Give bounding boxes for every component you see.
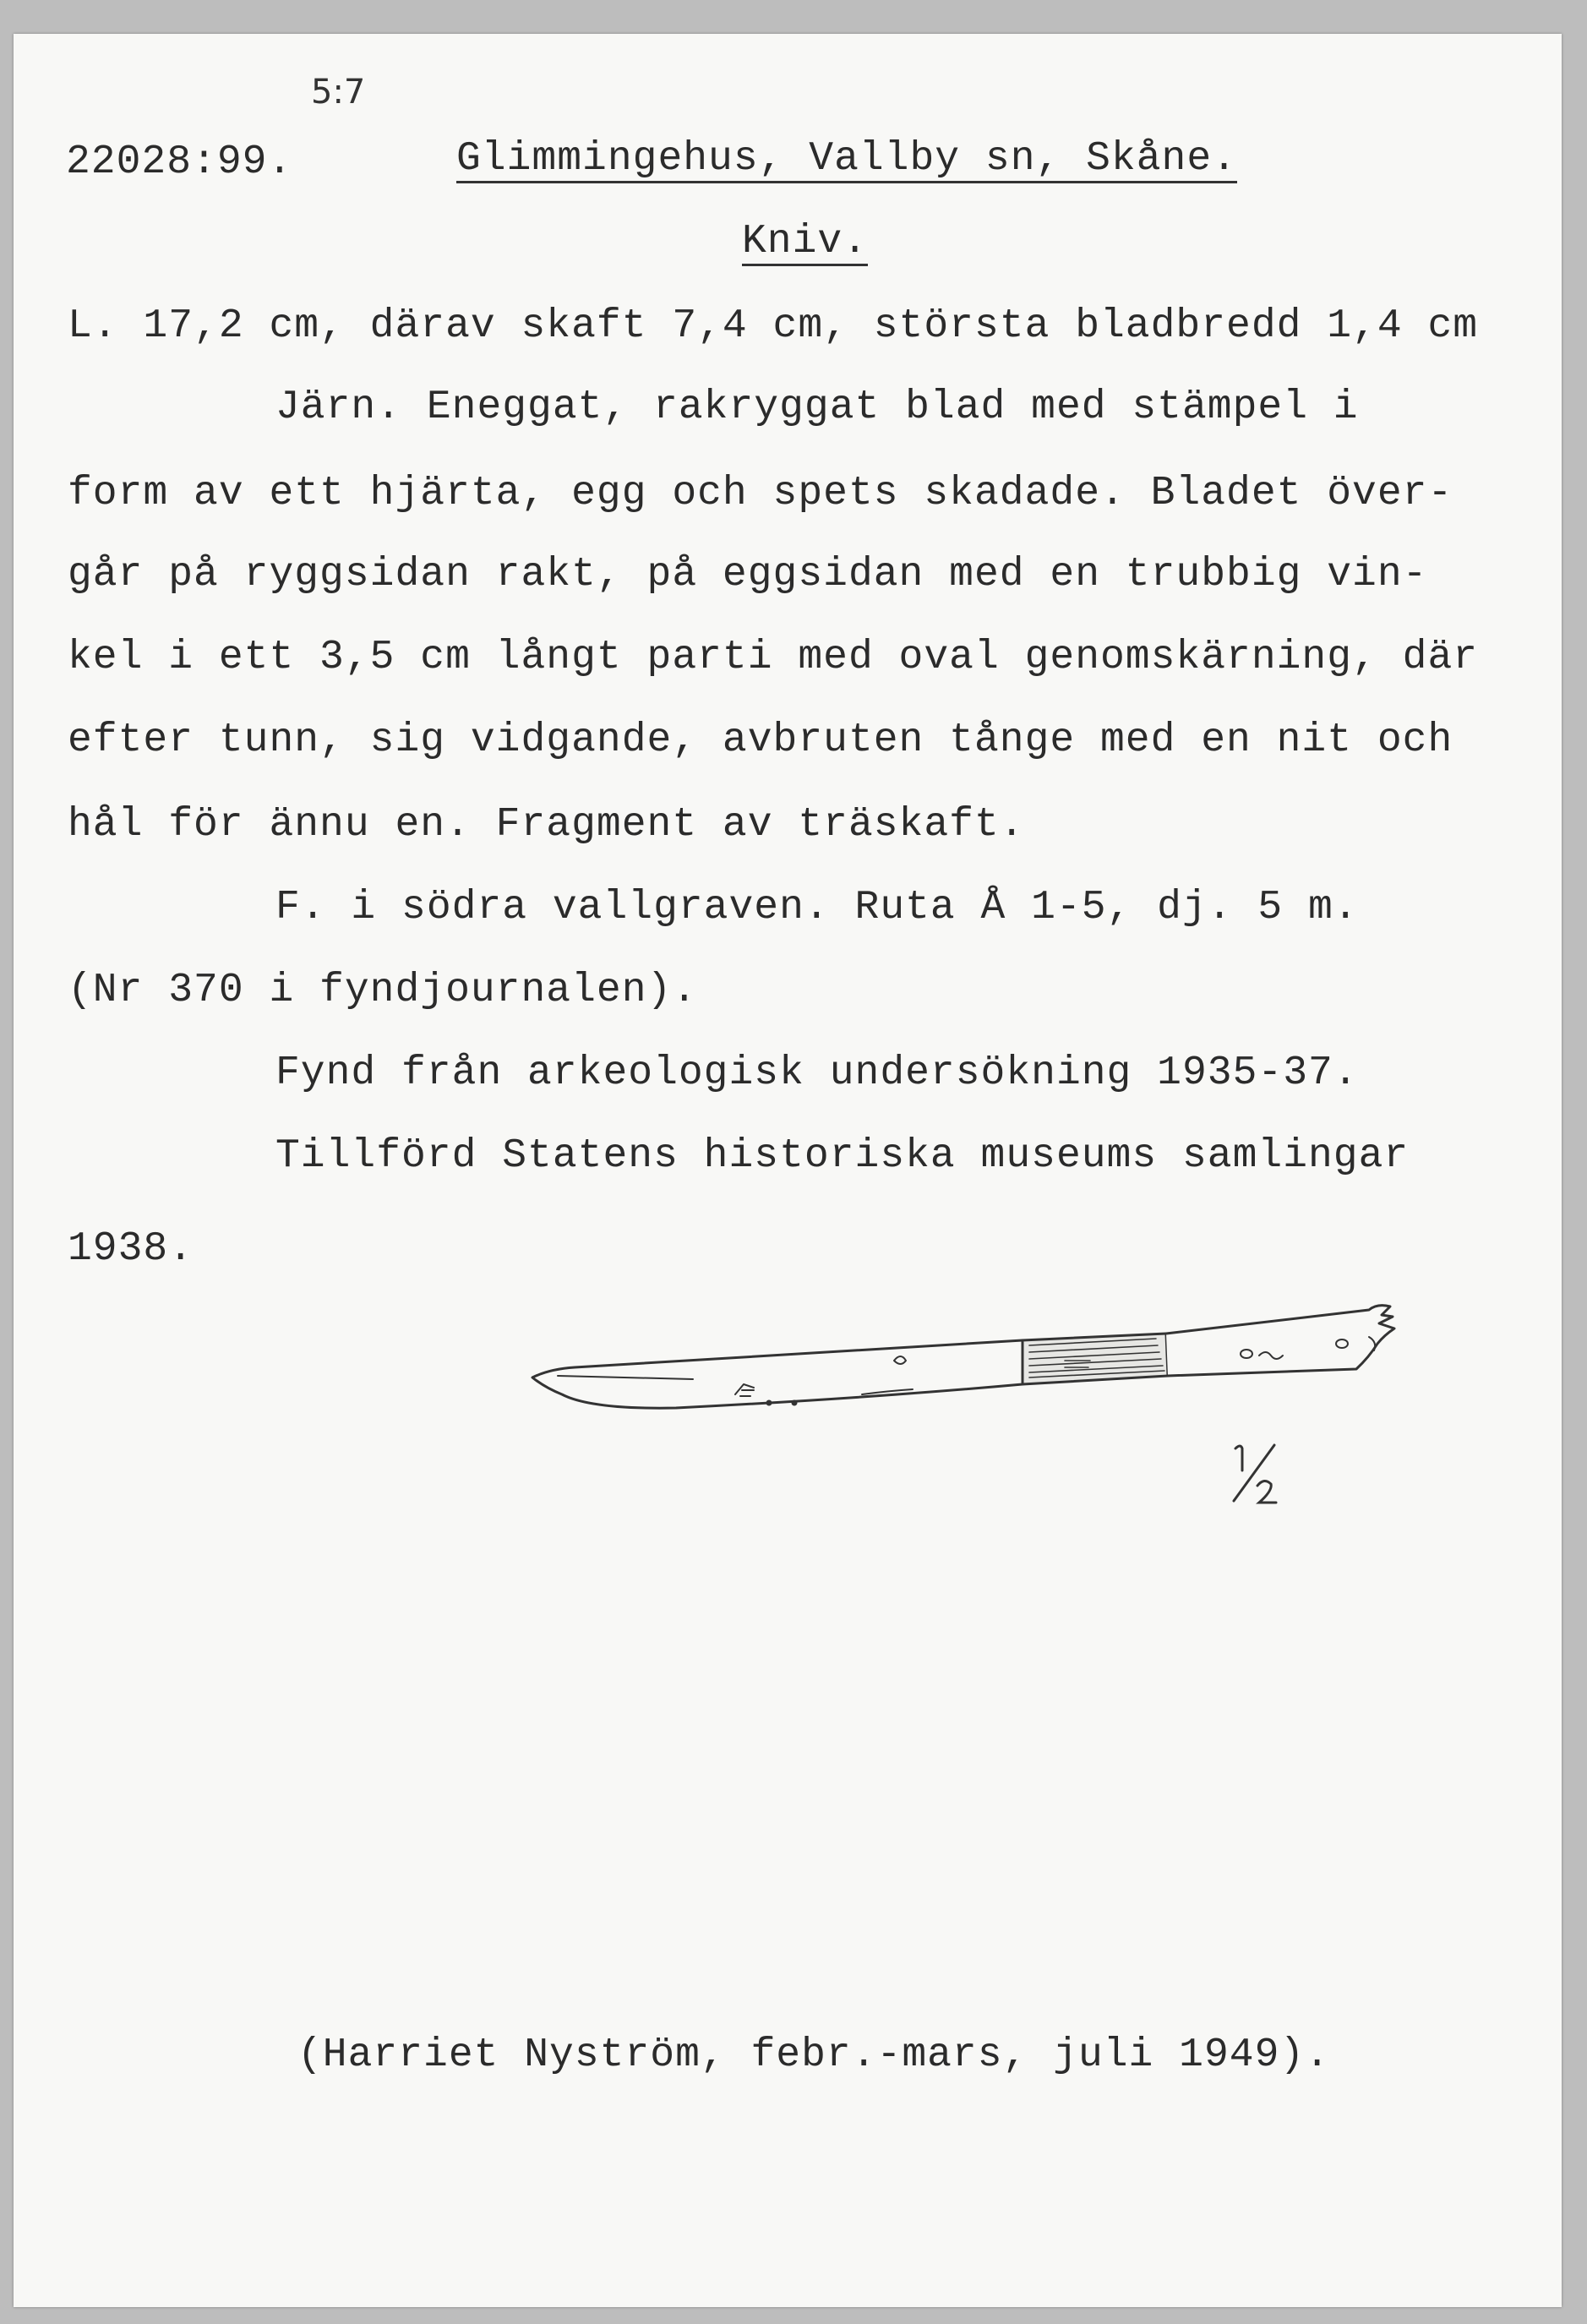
locality-heading: Glimmingehus, Vallby sn, Skåne. (456, 136, 1237, 182)
text-line-1: L. 17,2 cm, därav skaft 7,4 cm, största bladbredd 1,4 cm (68, 303, 1479, 349)
text-line-12: 1938. (68, 1226, 194, 1272)
text-line-9: (Nr 370 i fyndjournalen). (68, 968, 698, 1013)
text-line-11: Tillförd Statens historiska museums samlingar (275, 1133, 1410, 1179)
scale-mark (1225, 1437, 1293, 1513)
handwritten-mark: 5:7 (311, 73, 366, 112)
text-line-5: kel i ett 3,5 cm långt parti med oval genomskärning, där (68, 635, 1479, 680)
text-line-6: efter tunn, sig vidgande, avbruten tånge med en nit och (68, 717, 1453, 763)
object-title: Kniv. (742, 219, 869, 265)
catalog-card (14, 34, 1562, 2307)
text-line-2: Järn. Eneggat, rakryggat blad med stämpel i (275, 385, 1359, 430)
catalog-number: 22028:99. (66, 139, 293, 185)
text-line-10: Fynd från arkeologisk undersökning 1935-37. (275, 1050, 1359, 1096)
text-line-3: form av ett hjärta, egg och spets skadade. Bladet över- (68, 471, 1453, 516)
text-line-7: hål för ännu en. Fragment av träskaft. (68, 802, 1025, 848)
text-line-4: går på ryggsidan rakt, på eggsidan med en trubbig vin- (68, 552, 1428, 597)
signature-line: (Harriet Nyström, febr.-mars, juli 1949). (297, 2032, 1330, 2078)
text-line-8: F. i södra vallgraven. Ruta Å 1-5, dj. 5 m. (275, 885, 1359, 930)
